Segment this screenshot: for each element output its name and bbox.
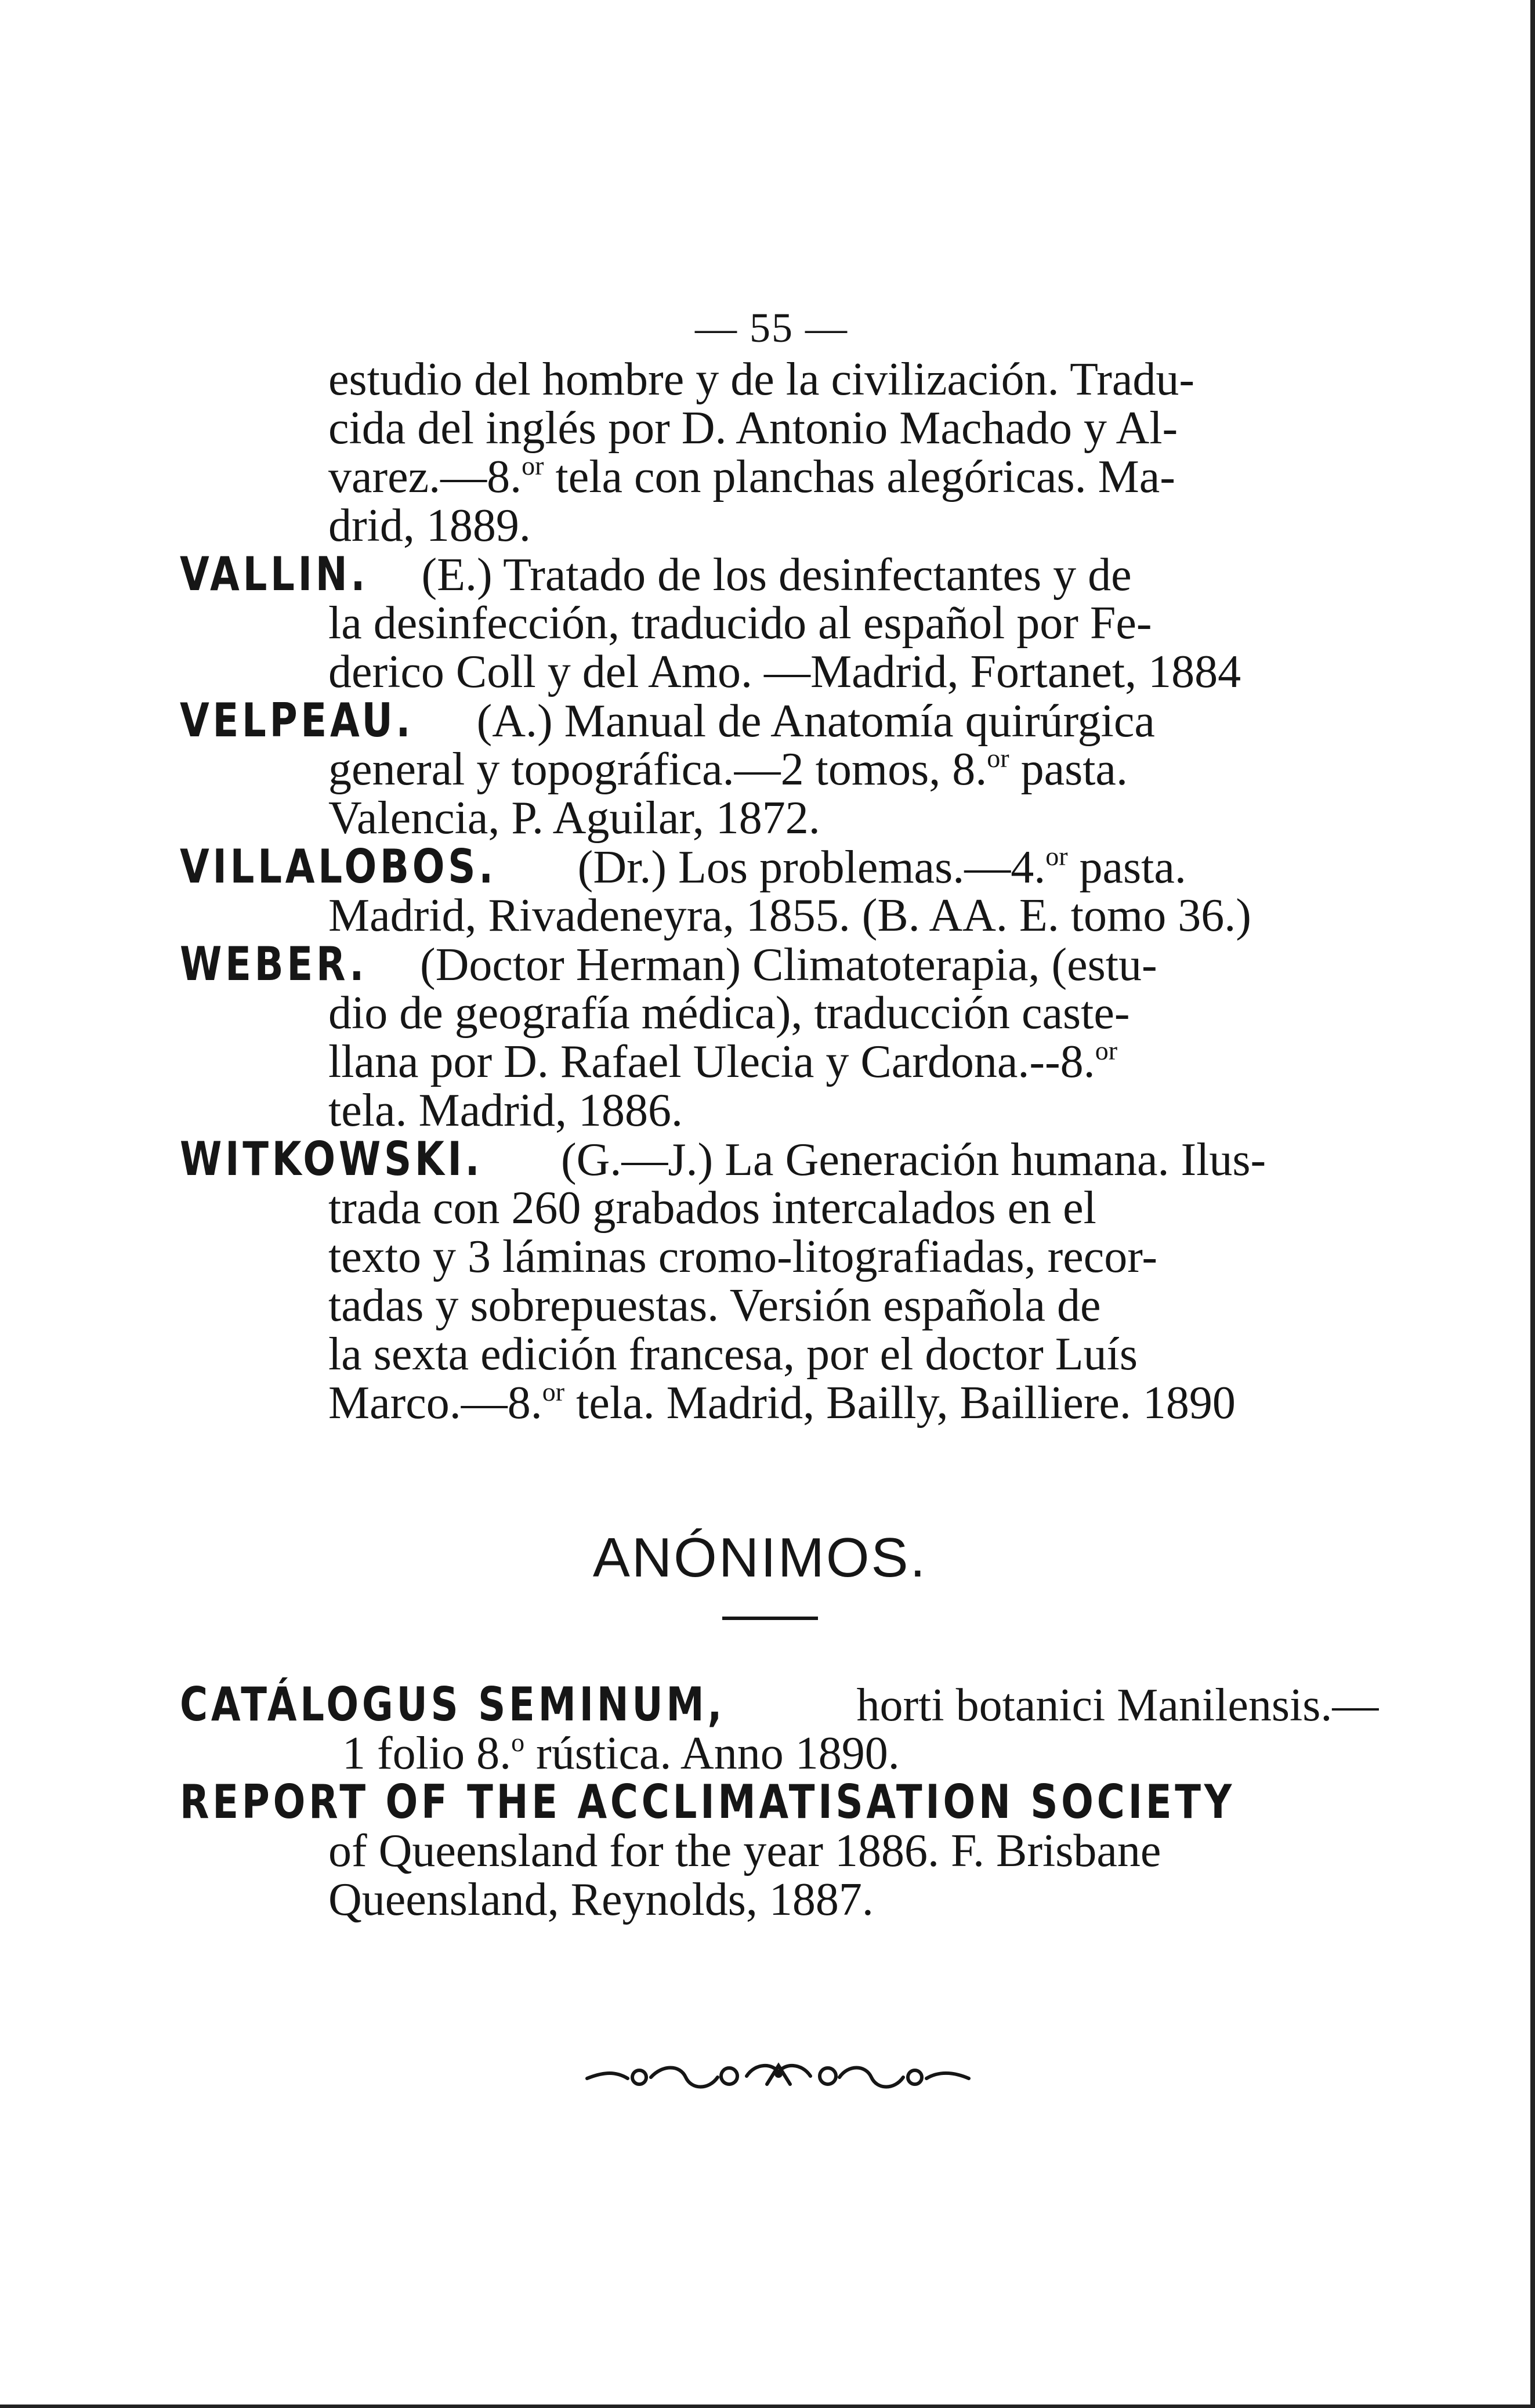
entry-line: drid, 1889. <box>328 500 531 551</box>
entry-line: general y topográfica.—2 tomos, 8.$^{or}$ pasta. <box>328 743 1128 795</box>
entry-acclimatisation-society <box>180 1775 1467 1829</box>
entry-line: estudio del hombre y de la civilización. Tradu- <box>328 354 1195 405</box>
entry-heading: WITKOWSKI. <box>180 1132 483 1186</box>
entry-heading: VILLALOBOS. <box>180 840 497 894</box>
entry-line: texto y 3 láminas cromo-litografiadas, recor- <box>328 1231 1157 1282</box>
section-title: ANÓNIMOS. <box>592 1527 928 1589</box>
entry-villalobos: VILLALOBOS. (Dr.) Los problemas.—4.$^{or}$ pasta. <box>180 840 1186 894</box>
entry-line: Queensland, Reynolds, 1887. <box>328 1874 874 1925</box>
entry-line: 1 folio 8.$^o$ rústica. Anno 1890. <box>342 1727 900 1779</box>
entry-line: of Queensland for the year 1886. F. Brisbane <box>328 1825 1161 1876</box>
entry-vallin: VALLIN. (E.) Tratado de los desinfectantes y de <box>180 547 1132 601</box>
entry-catalogus-seminum: CATÁLOGUS SEMINUM, horti botanici Manilensis.— <box>180 1677 1379 1731</box>
entry-line: llana por D. Rafael Ulecia y Cardona.--8.$^{or}$ <box>328 1036 1118 1087</box>
entry-line: trada con 260 grabados intercalados en el <box>328 1183 1096 1234</box>
entry-line: Marco.—8.$^{or}$ tela. Madrid, Bailly, Bailliere. 1890 <box>328 1377 1236 1429</box>
entry-velpeau: VELPEAU. (A.) Manual de Anatomía quirúrgica <box>180 693 1155 747</box>
page-border-right <box>1530 0 1535 2408</box>
entry-line: Valencia, P. Aguilar, 1872. <box>328 793 820 844</box>
page-border-bottom <box>0 2405 1535 2408</box>
entry-weber: WEBER. (Doctor Herman) Climatoterapia, (estu- <box>180 937 1157 991</box>
entry-line: derico Coll y del Amo. —Madrid, Fortanet, 1884 <box>328 646 1241 697</box>
entry-line: tela. Madrid, 1886. <box>328 1085 683 1136</box>
entry-line: la sexta edición francesa, por el doctor Luís <box>328 1329 1138 1380</box>
section-rule <box>722 1617 818 1620</box>
entry-heading: CATÁLOGUS SEMINUM, <box>180 1677 726 1731</box>
entry-heading: VALLIN. <box>180 547 369 601</box>
entry-line: dio de geografía médica), traducción caste- <box>328 988 1130 1039</box>
entry-line: varez.—8.$^{or}$ tela con planchas alegóricas. Ma- <box>328 451 1175 502</box>
entry-line: la desinfección, traducido al español por Fe- <box>328 598 1152 649</box>
entry-witkowski: WITKOWSKI. (G.—J.) La Generación humana. Ilus- <box>180 1132 1266 1186</box>
entry-line: cida del inglés por D. Antonio Machado y Al- <box>328 403 1178 454</box>
entry-heading: REPORT OF THE ACCLIMATISATION SOCIETY <box>180 1775 1236 1829</box>
entry-line: Madrid, Rivadeneyra, 1855. (B. AA. E. tomo 36.) <box>328 890 1251 941</box>
end-ornament-icon <box>581 2054 976 2100</box>
page-number: — 55 — <box>695 305 848 351</box>
entry-heading: WEBER. <box>180 937 368 991</box>
entry-line: tadas y sobrepuestas. Versión española de <box>328 1280 1101 1331</box>
entry-heading: VELPEAU. <box>180 693 414 747</box>
